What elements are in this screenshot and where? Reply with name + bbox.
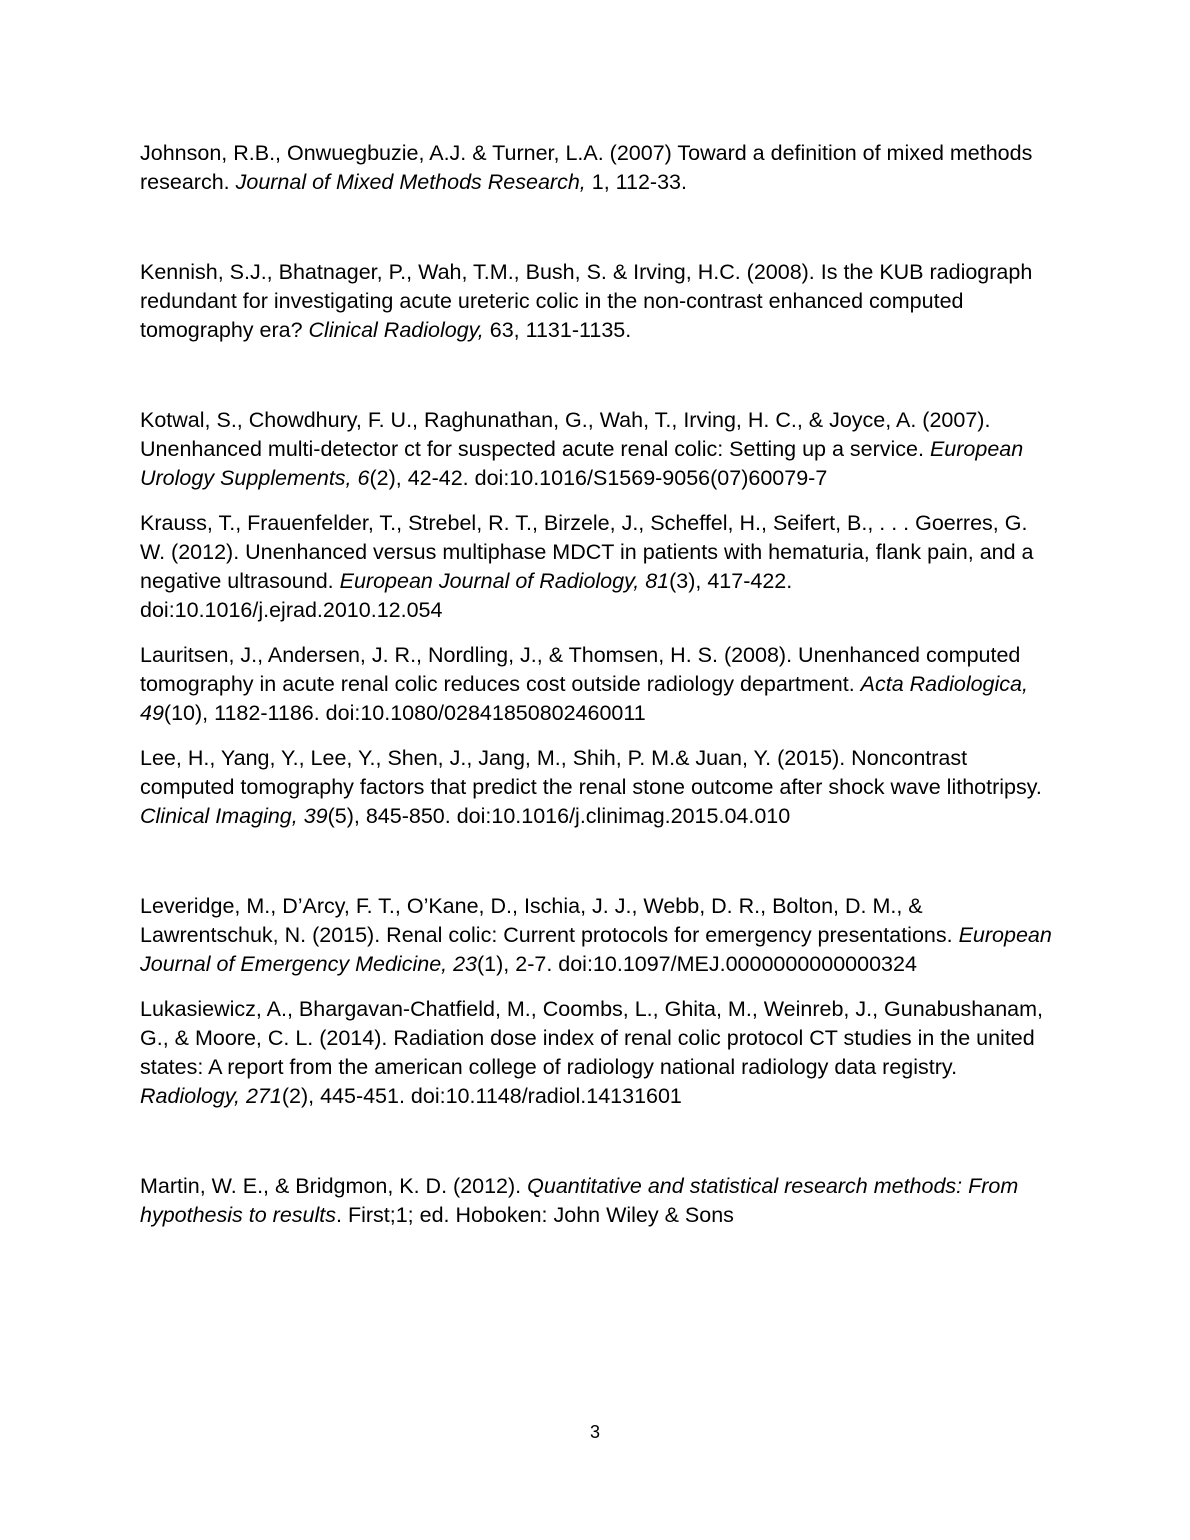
reference-details: (2), 42-42. doi:10.1016/S1569-9056(07)60079-7 (369, 466, 828, 490)
reference-text: Lukasiewicz, A., Bhargavan-Chatfield, M., Coombs, L., Ghita, M., Weinreb, J., Gunabushanam, G., & Moore, C. L. (2014). Radiation dose index of renal colic protocol CT studies in the united states: A report from the american college of radiology national radiology data registry. (140, 997, 1044, 1079)
reference-source: European Urology Supplements, 6 (140, 437, 1024, 490)
reference-details: 1, 112-33. (585, 170, 687, 194)
reference-kennish (140, 258, 1055, 345)
reference-details: 63, 1131-1135. (483, 318, 632, 342)
reference-krauss (140, 509, 1055, 625)
reference-lauritsen (140, 641, 1055, 728)
reference-text: Martin, W. E., & Bridgmon, K. D. (2012). (140, 1174, 528, 1198)
reference-text: Lee, H., Yang, Y., Lee, Y., Shen, J., Jang, M., Shih, P. M.& Juan, Y. (2015). Noncontrast computed tomography factors that predict the renal stone outcome after shock wave lithotripsy. (140, 746, 1042, 799)
reference-details: (2), 445-451. doi:10.1148/radiol.14131601 (281, 1084, 682, 1108)
reference-list (140, 139, 1055, 1230)
reference-details: (10), 1182-1186. doi:10.1080/02841850802460011 (163, 701, 646, 725)
reference-lee (140, 744, 1055, 831)
page-number: 3 (589, 1422, 600, 1442)
reference-source: Clinical Imaging, 39 (140, 804, 328, 828)
reference-text: Kotwal, S., Chowdhury, F. U., Raghunathan, G., Wah, T., Irving, H. C., & Joyce, A. (2007). Unenhanced multi-detector ct for suspected acute renal colic: Setting up a service. (140, 408, 991, 461)
reference-johnson (140, 139, 1055, 197)
reference-text: Kennish, S.J., Bhatnager, P., Wah, T.M., Bush, S. & Irving, H.C. (2008). Is the KUB radiograph redundant for investigating acute ureteric colic in the non-contrast enhanced computed tomography era? (140, 260, 1033, 342)
reference-source: Clinical Radiology, (308, 318, 484, 342)
reference-source: Radiology, 271 (140, 1084, 282, 1108)
reference-source: Quantitative and statistical research methods: From hypothesis to results (140, 1174, 1019, 1227)
reference-source: European Journal of Emergency Medicine, 23 (140, 923, 1052, 976)
reference-text: Leveridge, M., D’Arcy, F. T., O’Kane, D., Ischia, J. J., Webb, D. R., Bolton, D. M., & Lawrentschuk, N. (2015). Renal colic: Current protocols for emergency presentations. (140, 894, 959, 947)
reference-source: Acta Radiologica, 49 (140, 672, 1028, 725)
reference-text: Krauss, T., Frauenfelder, T., Strebel, R. T., Birzele, J., Scheffel, H., Seifert, B., . . . Goerres, G. W. (2012). Unenhanced versus multiphase MDCT in patients with hematuria, flank pain, and a negative ultrasound. (140, 511, 1034, 593)
reference-text: Johnson, R.B., Onwuegbuzie, A.J. & Turner, L.A. (2007) Toward a definition of mixed methods research. (140, 141, 1033, 194)
reference-details: . First;1; ed. Hoboken: John Wiley & Sons (336, 1203, 734, 1227)
reference-source: Journal of Mixed Methods Research, (235, 170, 586, 194)
reference-leveridge (140, 892, 1055, 979)
reference-details: (3), 417-422. doi:10.1016/j.ejrad.2010.12.054 (140, 569, 793, 622)
reference-lukasiewicz (140, 995, 1055, 1111)
reference-text: Lauritsen, J., Andersen, J. R., Nordling, J., & Thomsen, H. S. (2008). Unenhanced computed tomography in acute renal colic reduces cost outside radiology department. (140, 643, 1021, 696)
reference-kotwal (140, 406, 1055, 493)
reference-details: (5), 845-850. doi:10.1016/j.clinimag.2015.04.010 (327, 804, 791, 828)
reference-details: (1), 2-7. doi:10.1097/MEJ.0000000000000324 (477, 952, 917, 976)
reference-source: European Journal of Radiology, 81 (339, 569, 670, 593)
reference-martin (140, 1172, 1055, 1230)
